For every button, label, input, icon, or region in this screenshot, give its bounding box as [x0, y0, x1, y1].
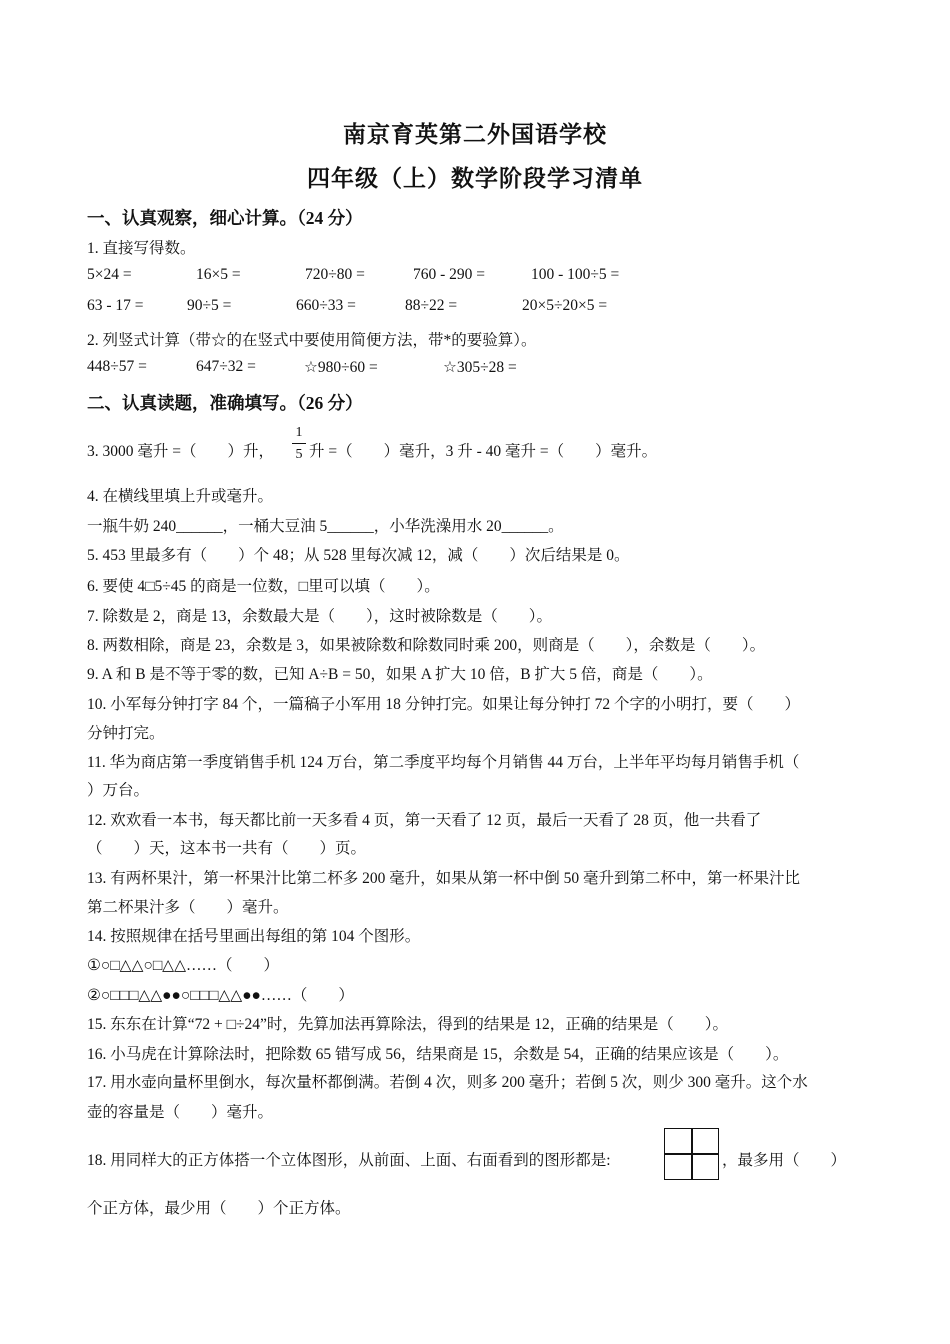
grid-horizontal-line: [665, 1153, 718, 1155]
q1-item: 88÷22 =: [405, 297, 458, 314]
q2-item: 647÷32 =: [196, 358, 256, 375]
q5: 5. 453 里最多有（ ）个 48；从 528 里每次减 12，减（ ）次后结果是 0。: [87, 547, 630, 564]
q14-label: 14. 按照规律在括号里画出每组的第 104 个图形。: [87, 928, 421, 945]
q12-line1: 12. 欢欢看一本书，每天都比前一天多看 4 页，第一天看了 12 页，最后一天看了 28 页，他一共看了: [87, 812, 762, 829]
fraction-bar: [292, 443, 306, 444]
q2-label: 2. 列竖式计算（带☆的在竖式中要使用简便方法，带*的要验算）。: [87, 332, 537, 349]
q10-line2: 分钟打完。: [87, 725, 165, 742]
q12-line2: （ ）天，这本书一共有（ ）页。: [87, 840, 367, 857]
q13-line2: 第二杯果汁多（ ）毫升。: [87, 899, 289, 916]
q1-item: 90÷5 =: [187, 297, 232, 314]
q1-item: 760 - 290 =: [413, 266, 486, 283]
q15: 15. 东东在计算“72 + □÷24”时，先算加法再算除法，得到的结果是 12，正确的结果是（ ）。: [87, 1016, 728, 1033]
q1-label: 1. 直接写得数。: [87, 240, 196, 257]
q2-item: ☆980÷60 =: [304, 359, 378, 376]
q17-line1: 17. 用水壶向量杯里倒水，每次量杯都倒满。若倒 4 次，则多 200 毫升；若倒 5 次，则少 300 毫升。这个水: [87, 1074, 808, 1091]
q11-line1: 11. 华为商店第一季度销售手机 124 万台，第二季度平均每个月销售 44 万台，上半年平均每月销售手机（: [87, 754, 800, 771]
q1-item: 100 - 100÷5 =: [531, 266, 620, 283]
q1-item: 16×5 =: [196, 266, 241, 283]
school-name: 南京育英第二外国语学校: [343, 122, 607, 147]
q2-item: 448÷57 =: [87, 358, 147, 375]
q4-line1: 4. 在横线里填上升或毫升。: [87, 488, 274, 505]
fraction-one-fifth: [292, 424, 306, 463]
q1-item: 5×24 =: [87, 266, 132, 283]
q17-line2: 壶的容量是（ ）毫升。: [87, 1104, 274, 1121]
q8: 8. 两数相除，商是 23，余数是 3，如果被除数和除数同时乘 200，则商是（ ），余数是（ ）。: [87, 637, 766, 654]
q14-sequence-1: ①○□△△○□△△……（ ）: [87, 957, 280, 974]
q9: 9. A 和 B 是不等于零的数，已知 A÷B = 50，如果 A 扩大 10 倍，B 扩大 5 倍，商是（ ）。: [87, 666, 713, 683]
q10-line1: 10. 小军每分钟打字 84 个，一篇稿子小军用 18 分钟打完。如果让每分钟打 72 个字的小明打，要（ ）: [87, 696, 801, 713]
q18-part1: 18. 用同样大的正方体搭一个立体图形，从前面、上面、右面看到的图形都是:: [87, 1152, 611, 1169]
q16: 16. 小马虎在计算除法时，把除数 65 错写成 56，结果商是 15，余数是 54，正确的结果应该是（ ）。: [87, 1046, 789, 1063]
q6: 6. 要使 4□5÷45 的商是一位数，□里可以填（ ）。: [87, 578, 440, 595]
q13-line1: 13. 有两杯果汁，第一杯果汁比第二杯多 200 毫升，如果从第一杯中倒 50 毫升到第二杯中，第一杯果汁比: [87, 870, 801, 887]
q11-line2: ）万台。: [87, 782, 150, 799]
q7: 7. 除数是 2，商是 13，余数最大是（ ），这时被除数是（ ）。: [87, 608, 553, 625]
fraction-numerator: 1: [295, 425, 303, 440]
q2-item: ☆305÷28 =: [443, 359, 517, 376]
q1-item: 63 - 17 =: [87, 297, 144, 314]
section-2-heading: 二、认真读题，准确填写。（26 分）: [87, 393, 363, 413]
q1-item: 20×5÷20×5 =: [522, 297, 608, 314]
q18-line2: 个正方体，最少用（ ）个正方体。: [87, 1200, 351, 1217]
q3-part1: 3. 3000 毫升 =（ ）升，: [87, 443, 274, 460]
q1-item: 660÷33 =: [296, 297, 356, 314]
q3-part2: 升 =（ ）毫升，3 升 - 40 毫升 =（ ）毫升。: [309, 443, 658, 460]
q1-item: 720÷80 =: [305, 266, 365, 283]
q4-line2: 一瓶牛奶 240______，一桶大豆油 5______，小华洗澡用水 20______。: [87, 518, 564, 535]
section-1-heading: 一、认真观察，细心计算。（24 分）: [87, 208, 363, 228]
worksheet-title: 四年级（上）数学阶段学习清单: [307, 166, 643, 191]
square-grid-figure: [664, 1128, 719, 1180]
q18-part2: ，最多用（ ）: [722, 1152, 847, 1169]
fraction-denominator: 5: [295, 447, 303, 462]
q14-sequence-2: ②○□□□△△●●○□□□△△●●……（ ）: [87, 987, 354, 1004]
